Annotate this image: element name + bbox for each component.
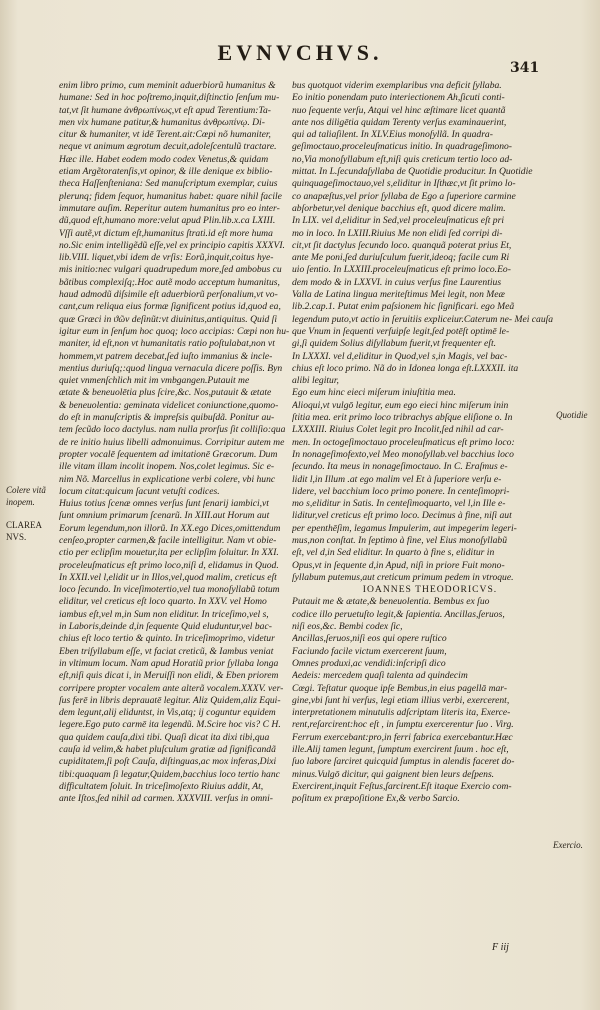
text-line: men vix humane patitur,& humanitus ἀνθρωπίνῳ. Di- [59,116,265,128]
text-line: eſt,niſi quis dicat i, in Meruiſſi non elidi, & Eben priorem [59,670,279,682]
text-line: proceleuſmaticus eſt primo loco,niſi d, elidamus in Quod. [59,559,279,571]
text-line: ſunt omnium primarum ſcenarũ. In XIII.aut Horum aut [59,510,270,522]
text-line: IOANNES THEODORICVS. [362,584,498,596]
text-line: Ego eum hinc eieci miſerum iniuſtitia mea. [292,387,456,399]
text-line: interpretationem minutulis adſcriptam literis ita, Exerce- [292,707,511,719]
text-line: ſuo labore ſarciret quicquid ſumptus in alendis faceret do- [292,756,515,768]
text-line: de re initio huius libelli admonuimus. Corripitur autem me [59,436,285,448]
text-line: Ferrum exercebant:pro,in ferri fabrica exercebantur.Hæc [292,731,513,743]
text-line: mo in loco. In LXIII.Riuius Me non elidi ſed corripi di- [292,227,503,239]
text-line: Alioqui,vt vulgō legitur, eum ego eieci hinc miſerum inin [292,399,509,411]
text-line: etiam Argẽtoratenſis,vt opinor, & ille denique ex biblio- [59,166,273,178]
text-line: maniter, id eſt,non vt humanitatis ratio poſtulabat,non vt [59,338,275,350]
text-line: haud admodũ diſsimile eſt aduerbiorũ perſonalium,vt vo- [59,289,278,301]
text-line: Valla de Latina lingua meriteſtimus Mei legit, non Meæ [292,289,505,301]
text-line: mittat. In L.ſecundaſyllaba de Quotidie producitur. In Quotidie [292,166,533,178]
text-line: dem modo & in LXXVI. in cuius verſus fine Laurentius [292,276,502,288]
text-line: quiet vnmenſchlich mit im vmbgangen.Putauit me [59,375,250,387]
text-line: que Vnum in ſequenti verſuipſe legit,ſed potēſt optimē le- [292,325,510,337]
running-title: EVNVCHVS. [217,40,383,65]
text-line: rent,reſarcirent:hoc eſt , in ſumptu exercerentur ſuo . Virg. [292,719,514,731]
text-line: nuo ſequente verſu, Atqui vel hinc æſtimare licet quantã [292,104,506,116]
text-line: ſus ferē in libris deprauatē legitur. Aliz Quidem,aliz Equi- [59,694,281,706]
text-line: geſimoctauo,proceleuſmaticus initio. In quadrageſimono- [292,141,513,153]
text-line: lidere, vel bacchium loco primo ponere. In centeſimopri- [292,485,510,497]
text-line: tat,vt ſit humane ἀνθρωπίνως,vt eſt apud Terentium:Ta- [59,104,271,116]
text-line: Faciundo facile victum exercerent ſuum, [292,645,447,657]
text-line: legendum puto,vt actio in ſeruitiis expliceiur.Caterum ne- Mei cauſa [292,313,554,325]
margin-note: inopem. [6,497,35,507]
text-line: bus quotquot viderim exemplaribus vna deficit ſyllaba. [292,80,502,91]
text-line: ætate & beneuolētia plus ſcire,&c. Nos,putauit & ætate [59,387,272,399]
text-line: immutare auſim. Reperitur autem humanitus pro eo inter- [59,202,280,214]
text-line: ante nos diligētia quidam Terenty verſus examinauerint, [292,116,507,128]
margin-note: CLAREA [6,520,42,530]
page-number: 341 [510,60,540,76]
text-line: cenſeo,propter carmen,& facile intelligitur. Nam vt obie- [59,534,277,546]
text-line: chius eſt loco primo. Nã do in Idonea longa eſt.LXXXII. ita [292,362,519,374]
margin-note: Colere vitã [6,485,46,495]
text-line: Opus,vt in ſequente d,in Apud, niſi in priore Fuit mono- [292,559,505,571]
text-line: ſyllabum putemus,aut creticum primum pedem in vtroque. [292,571,514,583]
text-line: In XXII.vel l,elidit ur in Illos,vel,quod malim, creticus eſt [59,571,277,583]
text-line: eſt, vel d,in Sed eliditur. In quarto à fine s, eliditur in [292,547,495,559]
text-line: ctio per eclipſim mouetur,ita per eclipſim ſoluitur. In XXI. [59,547,279,559]
text-line: Omnes produxi,ac vendidi:inſcripſi dico [292,657,446,669]
text-line: per epenthēſim, legamus Impulerim, aut impegerim legeri- [292,522,517,534]
text-line: bãtibus complexiſq;.Hoc autẽ modo acceptum humanitus, [59,276,280,288]
text-line: mis initio:nec vulgari quadrupedum more,ſed ambobus cu [59,264,282,276]
text-line: & beneuolentia: geminata videlicet coniunctione,quomo- [59,399,279,411]
text-line: no.Sic enim intelligẽdũ eſſe,vel ex principio capitis XXXVI. [59,239,285,251]
text-line: ſtitia mea. erit primo loco tribrachys abſque eliſione o. In [292,412,513,424]
text-line: gine,vbi ſunt hi verſus, legi etiam illius verbi, exercerent, [292,694,510,706]
text-line: corripere propter vocalem ante alterã vocalem.XXXV. ver- [59,682,284,694]
text-line: igitur eum in ſenſum hoc quoq; loco accipias: Cœpi non hu- [59,325,290,337]
text-line: cupiditatem,ſi poſt Cauſa, diſtinguas,ac mox inferas,Dixi [59,756,277,768]
text-line: hommem,vt patrem decebat,ſed iuſto immanius & incle- [59,350,273,362]
text-line: eliditur, vel creticus eſt loco quarto. In XXV. vel Homo [59,596,267,608]
text-line: In nonageſimofexto,vel Meo monoſyllab.vel bacchius loco [292,448,514,460]
text-line: quinquageſimoctauo,vel s,eliditur in Iſthæc,vt ſit primo lo- [292,178,516,190]
text-line: qua quidem cauſa,dixi tibi. Quaſi dicat ita dixi tibi,qua [59,731,270,743]
text-line: Huius totius ſcenæ omnes verſus ſunt ſenarij iambici,vt [59,498,269,510]
text-line: nim Nõ. Marcellus in explicatione verbi colere, vbi hunc [59,473,276,485]
text-line: liditur,vel creticus eſt primo loco. Decimus à fine, niſi aut [292,510,512,522]
text-line: codice illo peruetuſto legit,& ſapientia. Ancillas,ſeruos, [292,608,505,620]
text-line: mo s,eliditur in Satis. In centeſimoquarto, vel l,in Ille e- [292,498,506,510]
text-line: ante Iſtos,ſed nihil ad carmen. XXXVIII. verſus in omni- [59,793,273,805]
text-line: cant,cum reliqua eius formæ ſignificent potius id,quod ea, [59,301,281,313]
signature-mark: F iij [492,942,509,953]
text-line: neque vt animum ægrotum decuit,adoleſcentulũ tractare. [59,141,277,153]
text-line: Eorum legendum,non illorũ. In XX.ego Dices,omittendum [59,522,281,534]
text-line: Aedeis: mercedem quaſi talenta ad quindecim [292,670,468,682]
text-line: uio ſentio. In LXXIII.proceleuſmaticus eſt primo loco.Eo- [292,264,511,276]
text-line: plerunq; fidem ſequor, humanitus habet: quare nihil facile [59,190,282,202]
text-line: chius eſt loco tertio & quinto. In triceſimoprimo, videtur [59,633,275,645]
text-line: locum citat:quicum ſacunt vetuſti codices. [59,485,220,497]
text-line: co anapæſtus,vel prior ſyllaba de Ego a ſuperiore carmine [292,190,516,202]
text-line: ante Me poni,ſed duriuſculum fuerit,ideoq; facile cum Ri [292,252,510,264]
text-line: legere.Ego puto carmē ita legendũ. M.Scire hoc vis? C H. [59,719,281,731]
text-line: ſecundo. Ita meus in nonageſimoctauo. In C. Eraſmus e- [292,461,508,473]
text-line: ille.Alij tamen legunt, ſumptum exercirent ſuum . hoc eſt, [292,744,509,756]
text-line: Exercirent,inquit Feſtus,ſarcirent.Eſt itaque Exercio com- [292,780,512,792]
text-line: Eben triſyllabum eſſe, vt faciat creticũ, & Iambus veniat [59,645,274,657]
text-line: men. In octogeſimoctauo proceleuſmaticus eſt primo loco: [292,436,515,448]
text-line: Vſſi autẽ,vt dictum eſt,humanitus ſtrati.id eſt more huma [59,227,273,239]
margin-note: NVS. [6,532,27,542]
text-line: Ancillas,ſeruos,niſi eos qui opere ruſtico [292,633,447,645]
text-line: alibi legitur, [292,375,339,387]
text-line: difficultatem ſoluit. In triceſimoſexto Riuius addit, At, [59,780,264,792]
text-line: In LIX. vel d,eliditur in Sed,vel proceleuſmaticus eſt pri [292,215,504,227]
text-line: theca Haſſenſteniana: Sed manuſcriptum exemplar, cuius [59,178,278,190]
text-line: cauſa id velim,& habet pluſculum gratiæ ad ſignificandã [59,744,276,756]
margin-note: Exercio. [553,840,583,850]
text-line: humane: Sed in hoc poſtremo,inquit,diſtinctio ſenſum mu- [59,92,280,104]
text-line: lib.VIII. liquet,vbi idem de vrſis: Eorũ,inquit,coitus hye- [59,252,274,264]
text-line: mentius duriuſq;:quod lingua vernacula dicere poſſis. Byn [59,362,283,374]
text-line: In LXXXI. vel d,eliditur in Quod,vel s,in Magis, vel bac- [292,350,508,362]
text-line: ille vitam illam incolit inopem. Nos,colet legimus. Sic e- [59,461,275,473]
text-line: mus,non conſtat. In ſeptimo à fine, vel Eius monoſyllabũ [292,534,508,546]
text-line: cit,vt ſit dactylus ſecundo loco. quanquã poterat prius Et, [292,239,512,251]
text-line: gi,ſi quidem Solius diſyllabum fuerit,vt frequenter eſt. [292,338,497,350]
text-line: loco ſecundo. In viceſimotertio,vel tua monoſyllabũ totum [59,584,280,596]
text-line: tibi:quaquam ſi legatur,Quidem,bacchius loco tertio hanc [59,768,280,780]
text-line: quæ Græci in ϑῶν deſinũt:vt diuinitus,antiquitus. Quid ſi [59,313,278,325]
text-line: enim libro primo, cum meminit aduerbiorũ humanitus & [59,80,276,91]
text-line: lib.2.cap.1. Putat enim paſsionem hic ſignificari. ego Meã [292,301,515,313]
text-line: poſitum ex præpoſitione Ex,& verbo Sarcio. [292,793,460,805]
text-line: Hæc ille. Habet eodem modo codex Venetus,& quidam [59,153,269,165]
text-line: do eſt in manuſcriptis & impreſsis quibuſdã. Ponitur au- [59,412,275,424]
text-line: propter vocalē ſequentem ad imitationē Græcorum. Dum [59,448,278,460]
text-line: qui ad taliaſilent. In XLV.Eius monoſyllã. In quadra- [292,129,493,141]
text-line: citur & humaniter, vt idē Terent.ait:Cœpi nõ humaniter, [59,129,271,141]
text-line: abſorbetur,vel denique bacchius eſt, quod dicere malim. [292,202,506,214]
text-line: Cœgi. Teſtatur quoque ipſe Bembus,in eius pagellā mar- [292,682,508,694]
text-line: niſi eos,&c. Bembi codex ſic, [292,621,403,633]
text-line: iambus eſt,vel m,in Sum non eliditur. In triceſimo,vel s, [59,608,269,620]
text-line: in Laboris,deinde d,in ſequente Quid eluduntur,vel bac- [59,621,272,633]
text-line: dem legunt,alij eliduntst, in Vis,atq; ij coguntur equidem [59,707,276,719]
text-line: Putauit me & ætate,& beneuolentia. Bembus ex ſuo [292,596,490,608]
text-line: dũ,quod eſt,humano more:velut apud Plin.lib.x.ca LXIII. [59,215,276,227]
text-line: no,Via monoſyllabum eſt,niſi quis creticum tertio loco ad- [292,153,513,165]
text-line: lidit l,in Illum .at ego malim vel Et à ſuperiore verſu e- [292,473,502,485]
left-column [59,80,329,806]
text-line: Eo initio ponendam puto interiectionem Ah,ſicuti conti- [292,92,505,104]
text-line: minus.Vulgō dicitur, qui gaignent bien leurs deſpens. [292,768,495,780]
text-line: LXXXIII. Riuius Colet legit pro Incolit,ſed nihil ad car- [292,424,504,436]
right-column [292,80,568,806]
text-line: tem ſecũdo loco dactylus. nam nulla prorſus ſit colliſio:qua [59,424,286,436]
margin-note: Quotidie [556,410,588,420]
text-line: in vltimum locum. Nam apud Horatiũ prior ſyllaba longa [59,657,279,669]
